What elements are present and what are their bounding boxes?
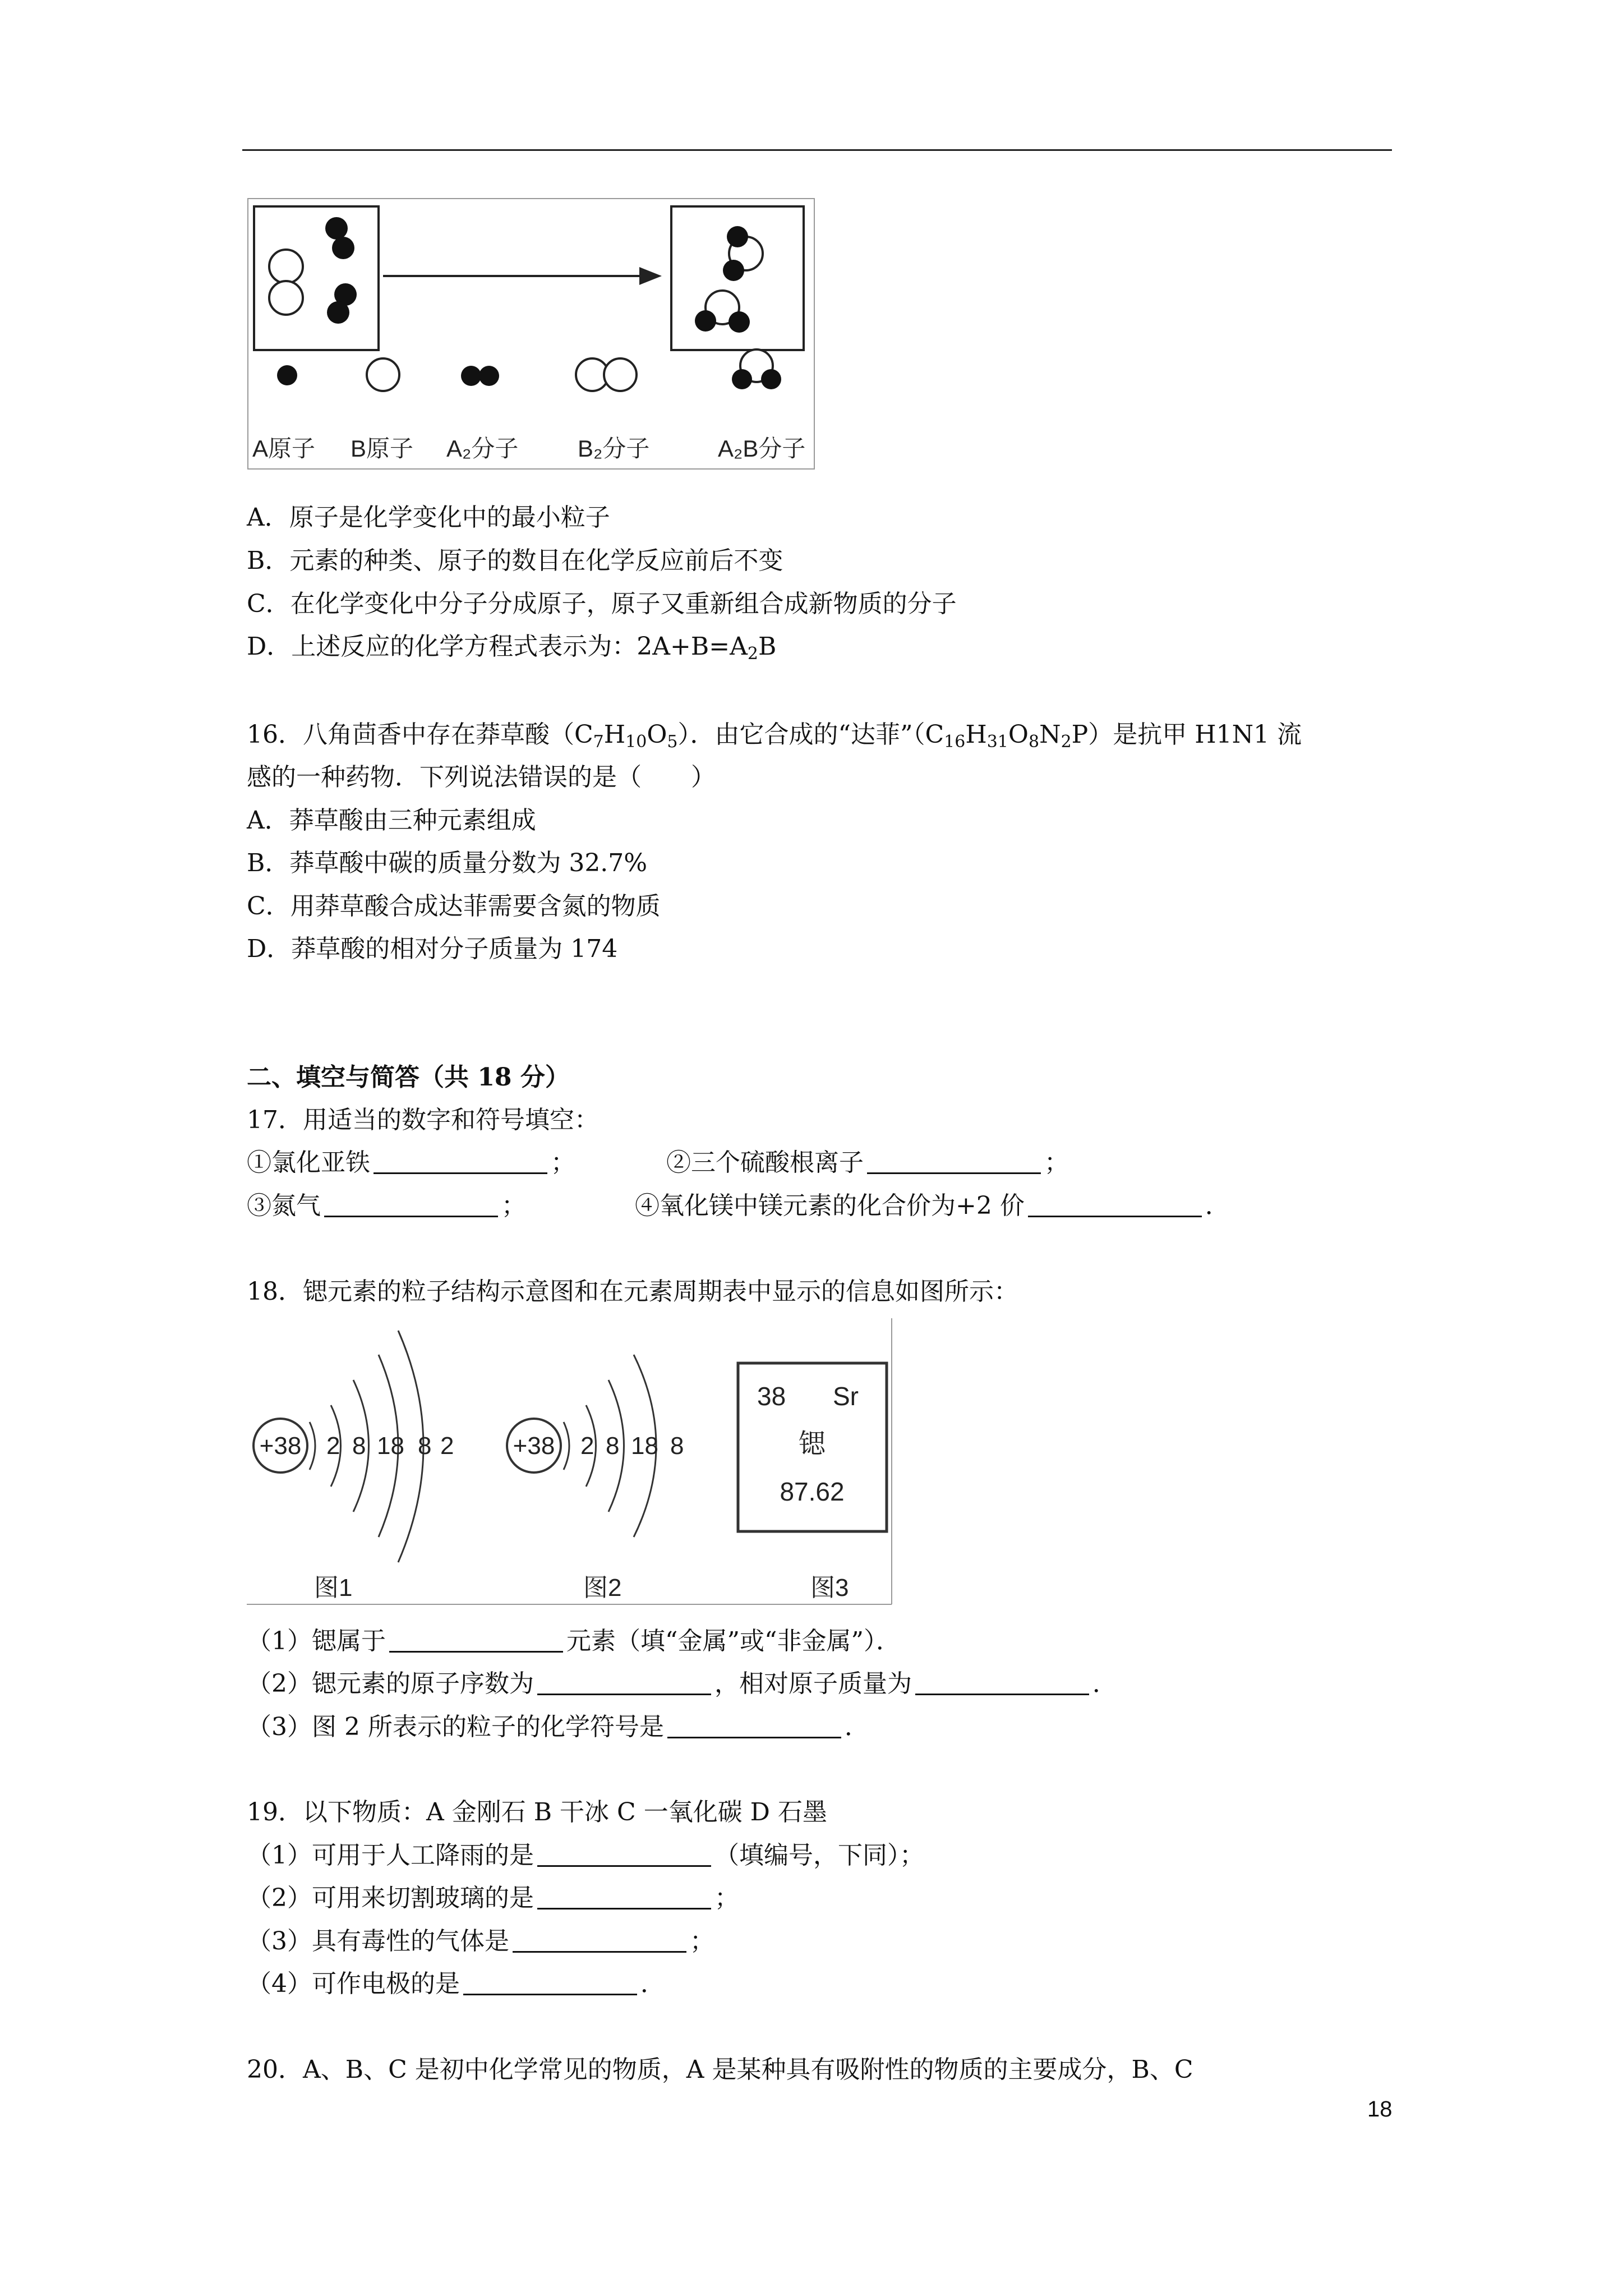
q15-option-d-prefix: D．上述反应的化学方程式表示为：2A+B=A <box>247 632 748 661</box>
q19-sub1 <box>247 1840 924 1871</box>
formula-element: H <box>603 720 626 749</box>
q17-end: ． <box>1205 1191 1230 1220</box>
q18-sub2-prefix: （2）锶元素的原子序数为 <box>247 1669 534 1698</box>
fig2-shell-count: 8 <box>670 1432 684 1460</box>
fig2-shell-arc <box>564 1422 569 1470</box>
q18-blank4[interactable] <box>667 1712 841 1738</box>
legend-b2-molecule <box>604 358 637 391</box>
a2-molecule-atom <box>332 237 354 259</box>
q19-sub3-prefix: （3）具有毒性的气体是 <box>247 1927 509 1955</box>
b2-molecule-atom <box>269 281 303 315</box>
formula-sub: 2 <box>1061 732 1072 752</box>
q15-option-c: C．在化学变化中分子分成原子，原子又重新组合成新物质的分子 <box>247 590 957 618</box>
q19-blank4[interactable] <box>463 1969 637 1995</box>
formula-element: N <box>1039 720 1061 749</box>
legend-b-atom-label: B原子 <box>351 435 414 462</box>
q19-sub4-prefix: （4）可作电极的是 <box>247 1970 460 1998</box>
legend-a2-molecule <box>479 366 499 386</box>
q19-sub4 <box>247 1968 665 2000</box>
q16-stem-mid: ）．由它合成的“达菲”（C <box>677 720 944 749</box>
q18-sub3-prefix: （3）图 2 所表示的粒子的化学符号是 <box>247 1713 664 1741</box>
q18-sub1-prefix: （1）锶属于 <box>247 1627 386 1655</box>
q16-stem-line1 <box>247 719 1302 751</box>
fig1-shell-count: 18 <box>377 1432 404 1460</box>
q17-sep: ； <box>1044 1148 1069 1177</box>
q17-blank3[interactable] <box>324 1191 498 1217</box>
q17-blank1[interactable] <box>374 1148 547 1174</box>
q17-row1-left <box>247 1147 575 1179</box>
q19-sub2 <box>247 1883 739 1914</box>
formula-sub: 5 <box>667 732 678 752</box>
q17-row2-left <box>247 1190 526 1222</box>
fig3-symbol: Sr <box>833 1382 859 1411</box>
q19-blank2[interactable] <box>537 1883 711 1910</box>
q18-sub1-suffix: 元素（填“金属”或“非金属”）． <box>566 1627 901 1655</box>
formula-sub: 7 <box>593 732 604 752</box>
q18-sub3 <box>247 1711 869 1743</box>
q16-option-a: A．莽草酸由三种元素组成 <box>247 806 536 835</box>
formula-element: P <box>1071 720 1089 749</box>
q17-row2-right <box>635 1190 1230 1222</box>
fig2-shell-count: 8 <box>606 1432 620 1460</box>
q18-blank2[interactable] <box>537 1669 711 1695</box>
q20-stem: 20．A、B、C 是初中化学常见的物质，A 是某种具有吸附性的物质的主要成分，B、C <box>247 2055 1193 2084</box>
q15-option-a: A．原子是化学变化中的最小粒子 <box>247 503 610 532</box>
q17-sep: ； <box>501 1191 526 1220</box>
q18-sub1 <box>247 1626 901 1657</box>
fig2-label: 图2 <box>583 1574 622 1602</box>
q17-item2: ②三个硫酸根离子 <box>666 1148 864 1177</box>
q18-blank1[interactable] <box>389 1626 563 1653</box>
q19-sub4-suffix: ． <box>640 1970 665 1998</box>
legend-a2b-molecule <box>761 369 781 389</box>
q19-sub1-prefix: （1）可用于人工降雨的是 <box>247 1841 534 1870</box>
fig1-shell-count: 8 <box>418 1432 432 1460</box>
q17-item1: ①氯化亚铁 <box>247 1148 370 1177</box>
q18-sub2-mid: ，相对原子质量为 <box>714 1669 912 1698</box>
a2-molecule-atom <box>325 217 348 240</box>
strontium-figures <box>247 1313 897 1616</box>
arrow-head <box>639 267 662 285</box>
q17-blank4[interactable] <box>1028 1191 1202 1217</box>
fig2-shell-count: 2 <box>580 1432 594 1460</box>
q17-stem: 17．用适当的数字和符号填空： <box>247 1106 599 1134</box>
fig2-nucleus-label: +38 <box>513 1432 555 1460</box>
q16-option-d: D．莽草酸的相对分子质量为 174 <box>247 935 618 963</box>
legend-a-atom-label: A原子 <box>252 435 316 462</box>
section2-title: 二、填空与简答（共 18 分） <box>247 1063 570 1092</box>
q19-sub1-suffix: （填编号，下同）； <box>714 1841 924 1870</box>
q19-blank1[interactable] <box>537 1841 711 1867</box>
formula-sub: 10 <box>625 732 647 752</box>
fig1-label: 图1 <box>314 1574 353 1602</box>
legend-a2-molecule <box>461 366 481 386</box>
legend-a2b-molecule <box>732 369 752 389</box>
q19-sub3 <box>247 1926 714 1957</box>
q17-item4: ④氧化镁中镁元素的化合价为+2 价 <box>635 1191 1025 1220</box>
q19-sub2-prefix: （2）可用来切割玻璃的是 <box>247 1884 534 1912</box>
fig3-label: 图3 <box>810 1574 849 1602</box>
formula-element: H <box>965 720 987 749</box>
legend-b-atom <box>367 358 399 391</box>
q15-option-d-suffix: B <box>758 632 777 661</box>
fig1-shell-arc <box>310 1422 315 1470</box>
q17-row1-right <box>666 1147 1069 1179</box>
fig1-nucleus-label: +38 <box>259 1432 302 1460</box>
formula-element: O <box>1008 720 1029 749</box>
fig3-mass: 87.62 <box>780 1477 845 1506</box>
q19-stem: 19．以下物质：A 金刚石 B 干冰 C 一氧化碳 D 石墨 <box>247 1798 827 1826</box>
fig3-name: 锶 <box>798 1428 826 1460</box>
q19-blank3[interactable] <box>513 1926 686 1953</box>
q18-sub2-suffix: ． <box>1092 1669 1117 1698</box>
q16-option-c: C．用莽草酸合成达菲需要含氮的物质 <box>247 892 661 921</box>
legend-a2-molecule-label: A₂分子 <box>446 435 519 462</box>
q15-option-d-sub: 2 <box>747 644 758 664</box>
q17-item3: ③氮气 <box>247 1191 321 1220</box>
q18-sub3-suffix: ． <box>844 1713 869 1741</box>
q19-sub2-suffix: ； <box>714 1884 739 1912</box>
legend-a2b-molecule-label: A₂B分子 <box>718 435 806 462</box>
fig1-shell-count: 2 <box>326 1432 340 1460</box>
b2-molecule-atom <box>269 250 303 283</box>
legend-a-atom <box>277 365 297 385</box>
q15-option-d <box>247 631 776 662</box>
a2-molecule-atom <box>327 301 349 324</box>
fig1-shell-count: 8 <box>352 1432 366 1460</box>
q16-stem-line2: 感的一种药物．下列说法错误的是（ ） <box>247 763 716 792</box>
q18-stem: 18．锶元素的粒子结构示意图和在元素周期表中显示的信息如图所示： <box>247 1277 1018 1306</box>
a2b-molecule-atom <box>728 311 750 333</box>
q16-stem-prefix: 16．八角茴香中存在莽草酸（C <box>247 720 593 749</box>
formula-sub: 16 <box>944 732 966 752</box>
formula-element: O <box>647 720 667 749</box>
a2b-molecule-atom <box>723 260 744 281</box>
q18-sub2 <box>247 1668 1117 1700</box>
a2b-molecule-atom <box>727 226 748 247</box>
legend-b2-molecule-label: B₂分子 <box>578 435 650 462</box>
formula-sub: 31 <box>986 732 1008 752</box>
q16-stem-suffix: ）是抗甲 H1N1 流 <box>1088 720 1302 749</box>
fig1-shell-count: 2 <box>440 1432 454 1460</box>
q17-sep: ； <box>551 1148 575 1177</box>
q15-option-b: B．元素的种类、原子的数目在化学反应前后不变 <box>247 546 783 575</box>
reaction-diagram <box>247 197 819 472</box>
header-rule <box>242 149 1392 151</box>
page-number: 18 <box>1367 2097 1393 2122</box>
q17-blank2[interactable] <box>867 1148 1041 1174</box>
formula-sub: 8 <box>1028 732 1040 752</box>
q19-sub3-suffix: ； <box>690 1927 714 1955</box>
a2b-molecule-atom <box>695 310 716 332</box>
q18-blank3[interactable] <box>915 1669 1089 1695</box>
fig3-atomic-number: 38 <box>757 1382 786 1411</box>
fig2-shell-count: 18 <box>631 1432 658 1460</box>
q16-option-b: B．莽草酸中碳的质量分数为 32.7% <box>247 849 648 877</box>
